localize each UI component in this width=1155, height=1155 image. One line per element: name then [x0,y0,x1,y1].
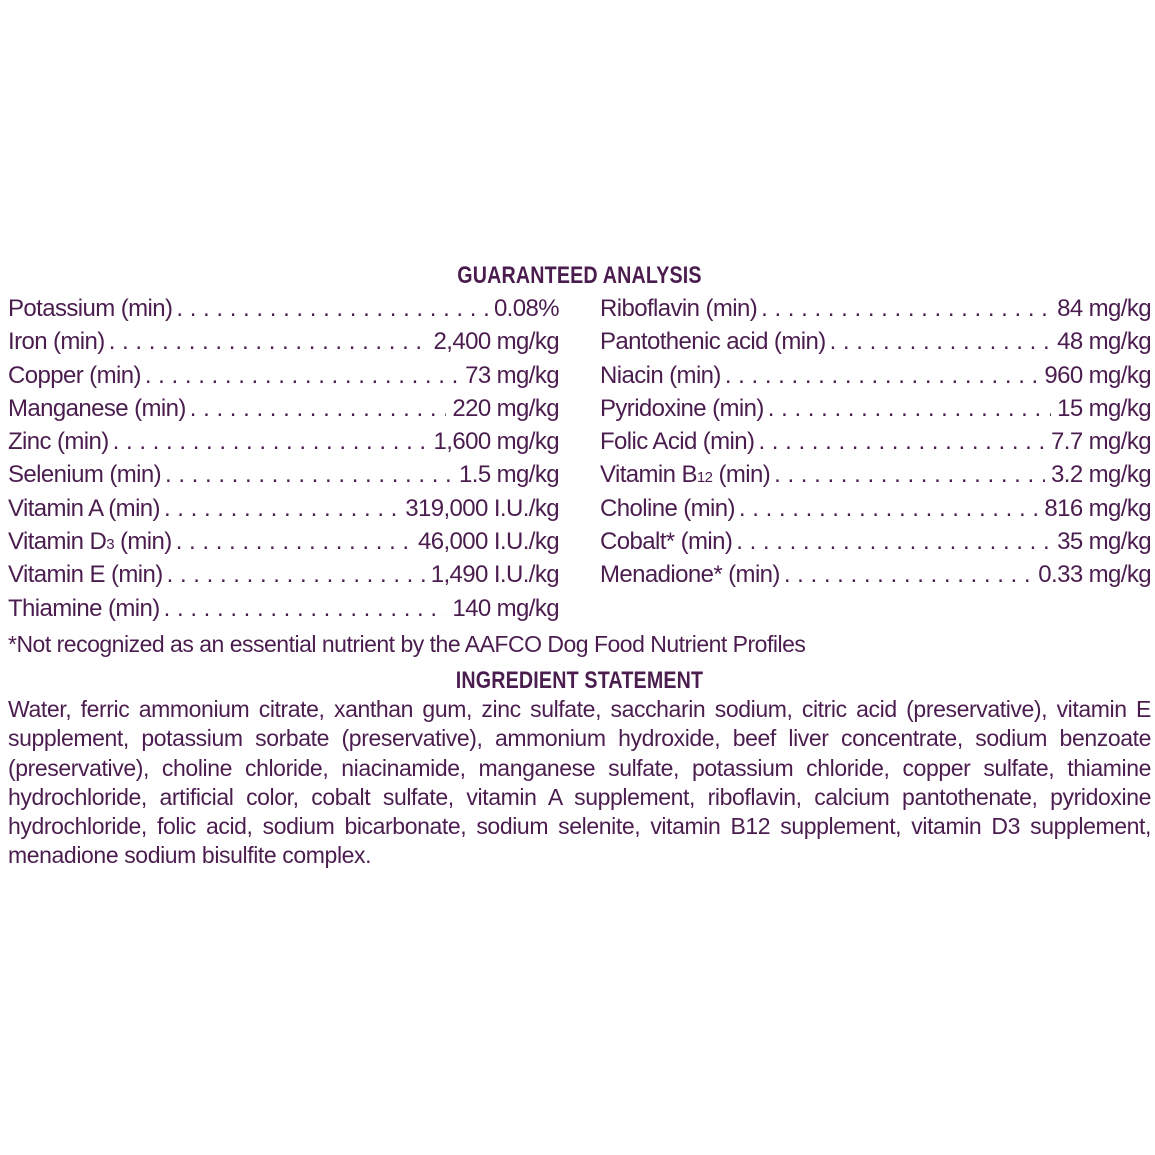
analysis-row [8,592,559,625]
nutrient-name: Pyridoxine (min) [600,394,764,422]
nutrient-name: Manganese (min) [8,394,186,422]
footnote: *Not recognized as an essential nutrient by the AAFCO Dog Food Nutrient Profiles [8,630,806,657]
analysis-row [600,458,1151,491]
dot-leader [736,525,1051,558]
nutrient-name: Pantothenic acid (min) [600,328,826,356]
nutrient-name-suffix: (min) [712,461,771,489]
analysis-row [8,558,559,591]
analysis-row [8,492,559,525]
nutrient-value: 46,000 I.U./kg [417,528,559,556]
nutrient-value: 960 mg/kg [1044,361,1151,389]
dot-leader [190,392,447,425]
analysis-row [8,458,559,491]
nutrient-name: Folic Acid (min) [600,428,755,456]
nutrient-value: 1.5 mg/kg [459,461,559,489]
nutrient-name-text: Vitamin B [600,461,697,489]
nutrient-name: Vitamin A (min) [8,494,160,522]
analysis-row [600,558,1151,591]
nutrient-value: 48 mg/kg [1057,328,1151,356]
analysis-row [8,525,559,558]
dot-leader [176,292,488,325]
analysis-row [600,492,1151,525]
analysis-table [8,292,1151,625]
ingredient-list: Water, ferric ammonium citrate, xanthan gum, zinc sulfate, saccharin sodium, citric acid (preservative), vitamin E supplement, potassium sorbate (preservative), ammonium hydroxide, beef liver concentrate, sodium benzoate (preservative), choline chloride, niacinamide, manganese sulfate, potassium chloride, copper sulfate, thiamine hydrochloride, artificial color, cobalt sulfate, vitamin A supplement, riboflavin, calcium pantothenate, pyridoxine hydrochloride, folic acid, sodium bicarbonate, sodium selenite, vitamin B12 supplement, vitamin D3 supplement, menadione sodium bisulfite complex. [8,695,1151,869]
nutrient-value: 1,490 I.U./kg [430,561,559,589]
nutrient-value: 84 mg/kg [1057,295,1151,322]
analysis-row [600,425,1151,458]
dot-leader [176,525,412,558]
nutrient-name: Selenium (min) [8,461,161,489]
nutrient-name: Vitamin E (min) [8,561,163,589]
nutrient-name: Choline (min) [600,494,735,522]
nutrient-name-text: Vitamin D [8,528,107,556]
nutrient-name: Iron (min) [8,328,105,356]
ingredient-statement-heading: INGREDIENT STATEMENT [455,666,704,694]
dot-leader [761,292,1051,325]
analysis-row [600,325,1151,358]
nutrient-value: 0.08% [493,295,559,322]
nutrient-name: Potassium (min) [8,295,173,322]
analysis-row [8,425,559,458]
nutrient-name: Niacin (min) [600,361,721,389]
dot-leader [768,392,1051,425]
dot-leader [164,492,399,525]
nutrient-name-suffix: (min) [113,528,172,556]
analysis-left-column [8,292,559,625]
guaranteed-analysis-heading: GUARANTEED ANALYSIS [457,262,702,289]
nutrient-value: 0.33 mg/kg [1038,561,1151,589]
analysis-row [600,292,1151,325]
nutrient-value: 35 mg/kg [1057,528,1151,556]
dot-leader [784,558,1032,591]
nutrient-value: 816 mg/kg [1044,494,1151,522]
dot-leader [167,558,425,591]
analysis-row [600,359,1151,392]
dot-leader [725,359,1039,392]
nutrient-value: 15 mg/kg [1057,394,1151,422]
nutrient-name: Riboflavin (min) [600,295,758,322]
nutrient-name [8,525,172,558]
nutrient-name: Zinc (min) [8,428,109,456]
dot-leader [109,325,428,358]
dot-leader [774,458,1045,491]
dot-leader [830,325,1051,358]
dot-leader [165,458,453,491]
dot-leader [145,359,459,392]
nutrient-value: 73 mg/kg [465,361,559,389]
nutrient-value: 1,600 mg/kg [433,428,559,456]
nutrient-name: Copper (min) [8,361,141,389]
nutrient-value: 140 mg/kg [452,594,559,622]
nutrient-name: Menadione* (min) [600,561,780,589]
analysis-right-column [600,292,1151,625]
dot-leader [164,592,447,625]
nutrient-value: 2,400 mg/kg [433,328,559,356]
dot-leader [758,425,1045,458]
analysis-row [600,525,1151,558]
nutrient-value: 7.7 mg/kg [1051,428,1151,456]
nutrient-name [600,458,770,491]
analysis-row [8,292,559,325]
nutrient-value: 3.2 mg/kg [1051,461,1151,489]
analysis-row [600,392,1151,425]
nutrient-value: 319,000 I.U./kg [405,494,559,522]
analysis-row [8,392,559,425]
dot-leader [113,425,428,458]
nutrient-name-subscript: 12 [696,469,713,487]
nutrition-label [8,262,1151,871]
analysis-row [8,325,559,358]
nutrient-name: Cobalt* (min) [600,528,733,556]
nutrient-name: Thiamine (min) [8,594,160,622]
nutrient-name-subscript: 3 [106,536,114,554]
analysis-row [8,359,559,392]
dot-leader [739,492,1038,525]
nutrient-value: 220 mg/kg [452,394,559,422]
